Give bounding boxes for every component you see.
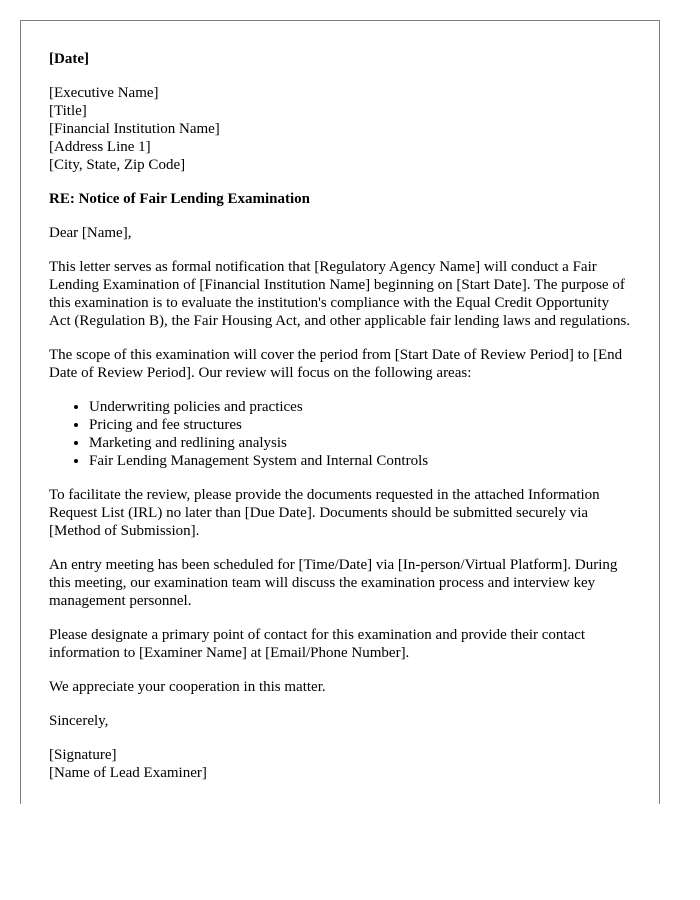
recipient-name: [Executive Name] [49,85,159,101]
recipient-address-line-1: [Address Line 1] [49,139,151,155]
focus-areas-list [49,398,631,470]
letter-page [20,20,660,804]
paragraph-meeting: An entry meeting has been scheduled for [Time/Date] via [In-person/Virtual Platform]. During this meeting, our examination team will discuss the examination process and interview key management personnel. [49,557,618,609]
recipient-address-block [49,84,631,174]
recipient-city-state-zip: [City, State, Zip Code] [49,157,186,173]
signer-name: [Name of Lead Examiner] [49,765,207,781]
signature: [Signature] [49,747,117,763]
closing: Sincerely, [49,713,109,729]
letter-date: [Date] [49,51,89,67]
letter-subject: RE: Notice of Fair Lending Examination [49,191,310,207]
paragraph-documents: To facilitate the review, please provide the documents requested in the attached Information Request List (IRL) no later than [Due Date]. Documents should be submitted securely via [Method of Submission]. [49,487,600,539]
list-item: • Fair Lending Management System and Internal Controls [89,452,631,470]
paragraph-contact: Please designate a primary point of contact for this examination and provide their contact information to [Examiner Name] at [Email/Phone Number]. [49,627,586,661]
recipient-title: [Title] [49,103,87,119]
salutation: Dear [Name], [49,225,132,241]
signature-block [49,746,631,782]
paragraph-scope: The scope of this examination will cover the period from [Start Date of Review Period] to [End Date of Review Period]. Our review will focus on the following areas: [49,347,623,381]
list-item: • Marketing and redlining analysis [89,434,631,452]
recipient-institution: [Financial Institution Name] [49,121,220,137]
list-item: • Pricing and fee structures [89,416,631,434]
list-item: • Underwriting policies and practices [89,398,631,416]
paragraph-appreciation: We appreciate your cooperation in this matter. [49,679,326,695]
paragraph-intro: This letter serves as formal notification that [Regulatory Agency Name] will conduct a Fair Lending Examination of [Financial Institution Name] beginning on [Start Date]. The purpose of this examination is to evaluate the institution's compliance with the Equal Credit Opportunity Act (Regulation B), the Fair Housing Act, and other applicable fair lending laws and regulations. [49,259,631,329]
